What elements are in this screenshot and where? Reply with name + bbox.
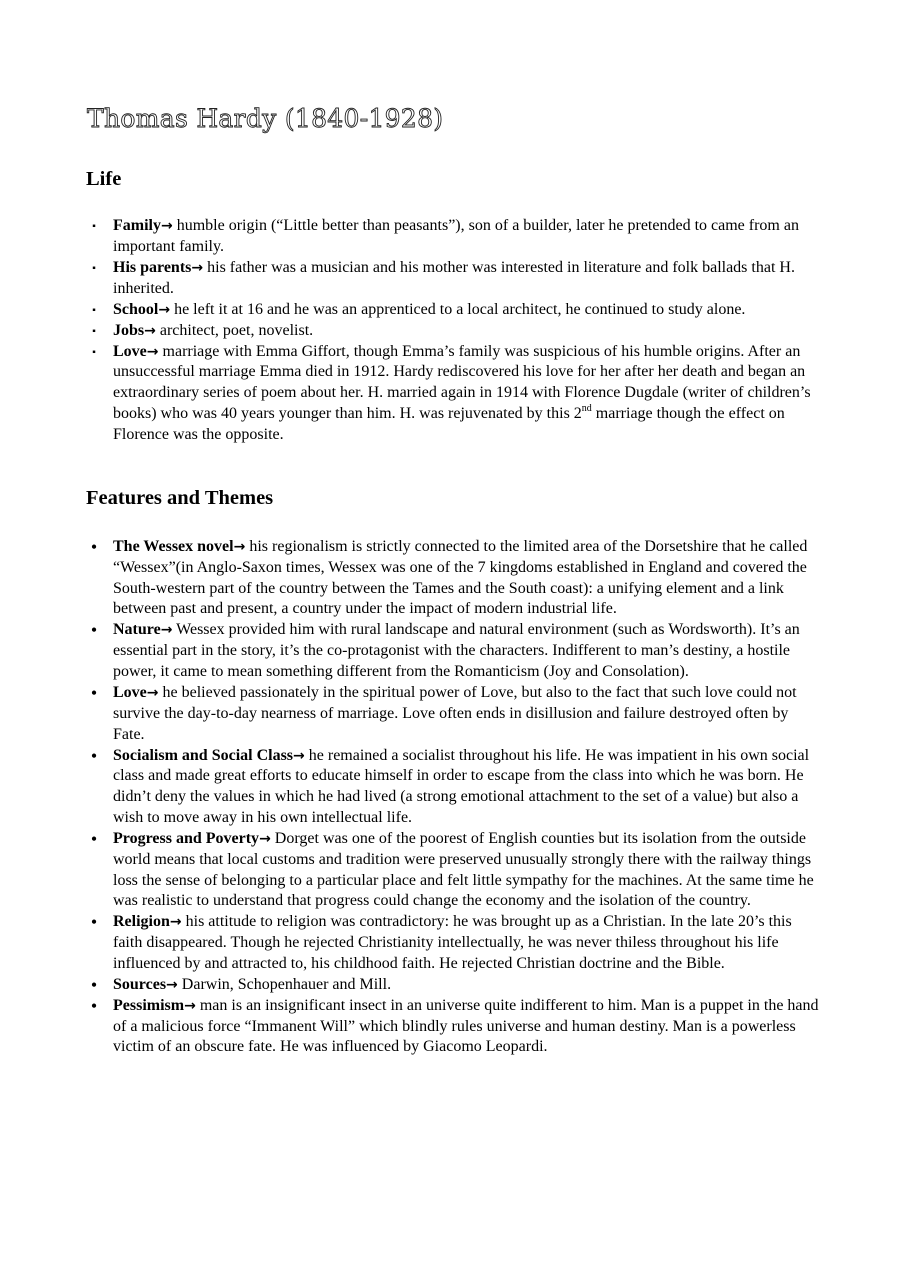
life-list	[0, 216, 820, 446]
item-text: architect, poet, novelist.	[155, 321, 314, 339]
item-text: his regionalism is strictly connected to the limited area of the Dorsetshire that he called “Wessex”(in Anglo-Saxon times, Wessex was one of the 7 kingdoms established in England and covered the South-western part of the country between the Tames and the South coast): a unifying element and a link between past and present, a country under the impact of modern industrial life.	[113, 538, 808, 618]
arrow-icon: →	[146, 343, 159, 360]
list-item	[0, 300, 820, 321]
square-bullet-icon: ▪	[92, 262, 96, 274]
item-term: Socialism and Social Class	[113, 746, 294, 764]
page-title: Thomas Hardy (1840-1928)	[87, 104, 444, 133]
round-bullet-icon: •	[90, 828, 98, 849]
square-bullet-icon: ▪	[92, 221, 96, 232]
list-item	[0, 746, 820, 829]
arrow-icon: →	[233, 539, 246, 555]
list-item	[0, 342, 820, 446]
item-term: School	[113, 300, 159, 318]
arrow-icon: →	[158, 301, 171, 318]
list-item	[0, 996, 820, 1058]
list-item	[0, 258, 820, 300]
list-item	[0, 912, 820, 974]
item-text: he remained a socialist throughout his life. He was impatient in his own social class and made great efforts to educate himself in order to escape from the class into which he was born. He didn’t deny the values in which he had lived (a strong emotional attachment to the set of a value) but also a wish to move away in his own intellectual life.	[113, 746, 810, 826]
list-item	[0, 216, 820, 258]
item-text-continued: marriage though the effect on Florence was the opposite.	[113, 404, 785, 443]
arrow-icon: →	[144, 322, 156, 339]
item-term: Family	[113, 217, 161, 234]
arrow-icon: →	[166, 976, 178, 993]
round-bullet-icon: •	[90, 682, 98, 703]
square-bullet-icon: ▪	[92, 304, 96, 316]
item-term: Sources	[113, 975, 167, 993]
round-bullet-icon: •	[90, 995, 98, 1016]
item-text: he believed passionately in the spiritual power of Love, but also to the fact that such love could not survive the day-to-day nearness of marriage. Love often ends in disillusion and failure destroyed often by Fate.	[113, 683, 797, 743]
square-bullet-icon: ▪	[92, 325, 96, 337]
list-item	[0, 620, 820, 682]
item-term: Progress and Poverty	[113, 829, 260, 847]
item-text: humble origin (“Little better than peasants”), son of a builder, later he pretended to came from an important family.	[113, 217, 799, 255]
item-term: His parents	[113, 258, 192, 276]
item-text: Wessex provided him with rural landscape and natural environment (such as Wordsworth). It’s an essential part in the story, it’s the co-protagonist with the characters. Indifferent to man’s destiny, a hostile power, it came to mean something different from the Romanticism (Joy and Consolation).	[113, 621, 800, 680]
item-term: Jobs	[113, 321, 145, 339]
item-term: Love	[113, 342, 147, 360]
item-text: his father was a musician and his mother was interested in literature and folk ballads that H. inherited.	[113, 258, 795, 297]
square-bullet-icon: ▪	[92, 346, 96, 358]
item-text: Darwin, Schopenhauer and Mill.	[177, 975, 392, 993]
arrow-icon: →	[160, 622, 173, 639]
item-text: Dorget was one of the poorest of English counties but its isolation from the outside world means that local customs and tradition were preserved unusually strongly there with the railway things loss the sense of belonging to a particular place and felt little sympathy for the machines. At the same time he was realistic to understand that progress could change the economy and the isolation of the country.	[113, 829, 814, 910]
arrow-icon: →	[191, 259, 204, 276]
list-item	[0, 683, 820, 745]
arrow-icon: →	[169, 914, 182, 931]
item-term: The Wessex novel	[113, 538, 234, 555]
list-item	[0, 975, 820, 996]
arrow-icon: →	[161, 218, 173, 234]
item-text: he left it at 16 and he was an apprenticed to a local architect, he continued to study alone.	[170, 300, 746, 318]
section-heading-life: Life	[86, 168, 122, 190]
ordinal-superscript: nd	[581, 402, 592, 414]
list-item	[0, 829, 820, 912]
round-bullet-icon: •	[90, 620, 98, 641]
round-bullet-icon: •	[90, 974, 98, 995]
arrow-icon: →	[146, 684, 159, 701]
item-text: marriage with Emma Giffort, though Emma’s family was suspicious of his humble origins. After an unsuccessful marriage Emma died in 1912. Hardy rediscovered his love for her after her death and began an extraordinary series of poem about her. H. married again in 1914 with Florence Dugdale (writer of children’s books) who was 40 years younger than him. H. was rejuvenated by this 2	[113, 342, 811, 422]
arrow-icon: →	[259, 830, 271, 847]
list-item	[0, 321, 820, 342]
round-bullet-icon: •	[90, 537, 98, 557]
arrow-icon: →	[184, 997, 196, 1014]
item-term: Pessimism	[113, 996, 185, 1014]
round-bullet-icon: •	[90, 745, 98, 766]
item-text: his attitude to religion was contradictory: he was brought up as a Christian. In the late 20’s this faith disappeared. Though he rejected Christianity intellectually, he was never thiless throughout his life influenced by and attracted to, his childhood faith. He rejected Christian doctrine and the Bible.	[113, 913, 792, 972]
section-heading-themes: Features and Themes	[86, 487, 274, 509]
item-term: Love	[113, 683, 147, 701]
arrow-icon: →	[293, 747, 305, 764]
item-term: Nature	[113, 621, 161, 639]
item-text: man is an insignificant insect in an universe quite indifferent to him. Man is a puppet in the hand of a malicious force “Immanent Will” which blindly rules universe and human destiny. Man is a powerless victim of an obscure fate. He was influenced by Giacomo Leopardi.	[113, 996, 819, 1056]
item-term: Religion	[113, 913, 170, 931]
list-item	[0, 537, 820, 620]
round-bullet-icon: •	[90, 912, 98, 933]
themes-list	[0, 537, 820, 1058]
